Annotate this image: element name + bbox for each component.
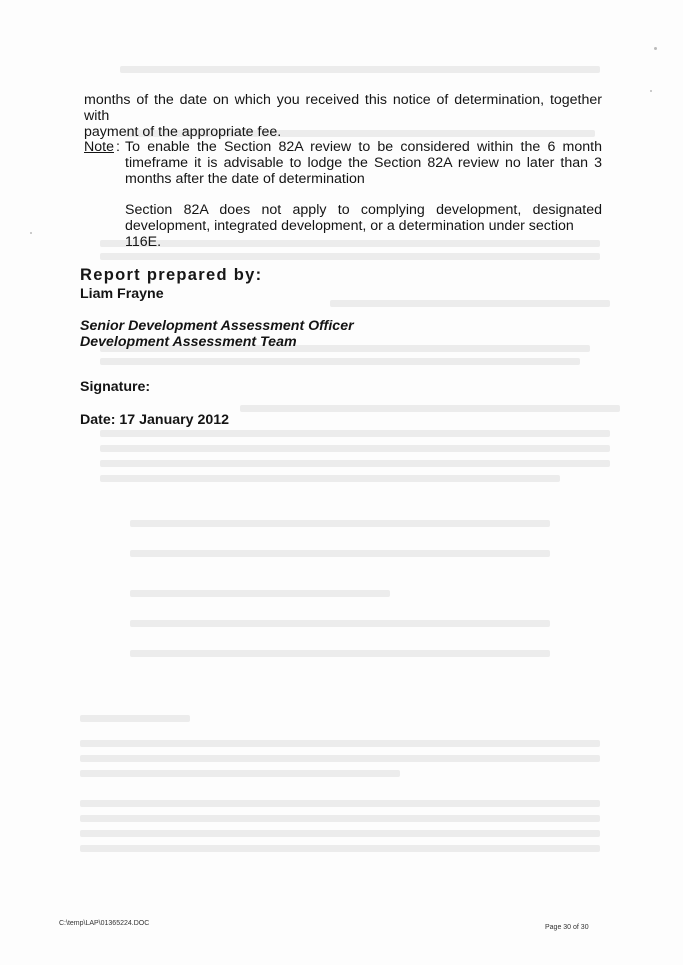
author-role: [80, 318, 354, 350]
scan-speck: [654, 47, 657, 50]
author-name: Liam Frayne: [80, 286, 164, 302]
scan-speck: [650, 90, 652, 92]
bleed-through-line: [100, 358, 580, 365]
note-line: To enable the Section 82A review to be considered within the 6 month: [125, 139, 602, 155]
note-label-text: Note: [84, 139, 114, 155]
role-line: Development Assessment Team: [80, 334, 297, 350]
bleed-through-line: [240, 405, 620, 412]
note-line: months after the date of determination: [125, 171, 365, 187]
scan-speck: [30, 232, 32, 234]
footer-page-number: Page 30 of 30: [545, 924, 589, 931]
bleed-through-line: [100, 430, 610, 437]
section-82a-paragraph: [125, 202, 602, 250]
bleed-through-line: [80, 830, 600, 837]
bleed-through-line: [100, 460, 610, 467]
bleed-through-line: [120, 66, 600, 73]
bleed-through-line: [130, 520, 550, 527]
paragraph-line: Section 82A does not apply to complying development, designated: [125, 202, 602, 218]
bleed-through-line: [80, 715, 190, 722]
date-line: Date: 17 January 2012: [80, 412, 230, 428]
note-label: [84, 139, 114, 155]
bleed-through-line: [80, 845, 600, 852]
paragraph-line: months of the date on which you received this notice of determination, together with: [84, 92, 602, 124]
bleed-through-line: [330, 300, 610, 307]
bleed-through-line: [130, 590, 390, 597]
role-line: Senior Development Assessment Officer: [80, 318, 354, 334]
bleed-through-line: [80, 770, 400, 777]
bleed-through-line: [130, 650, 550, 657]
bleed-through-line: [100, 253, 600, 260]
report-prepared-heading: Report prepared by:: [80, 266, 263, 284]
bleed-through-line: [100, 475, 560, 482]
bleed-through-line: [130, 550, 550, 557]
bleed-through-line: [80, 755, 600, 762]
note-colon: :: [116, 139, 120, 155]
signature-label: Signature:: [80, 379, 151, 395]
paragraph-line: payment of the appropriate fee.: [84, 124, 282, 140]
bleed-through-line: [100, 445, 610, 452]
bleed-through-line: [80, 815, 600, 822]
footer-file-path: C:\temp\LAP\01365224.DOC: [59, 920, 150, 927]
bleed-through-line: [80, 800, 600, 807]
bleed-through-line: [130, 620, 550, 627]
note-body: [125, 139, 602, 187]
fee-paragraph: [84, 92, 602, 140]
paragraph-line: development, integrated development, or a determination under section 116E.: [125, 218, 574, 250]
bleed-through-line: [80, 740, 600, 747]
note-line: timeframe it is advisable to lodge the Section 82A review no later than 3: [125, 155, 602, 171]
